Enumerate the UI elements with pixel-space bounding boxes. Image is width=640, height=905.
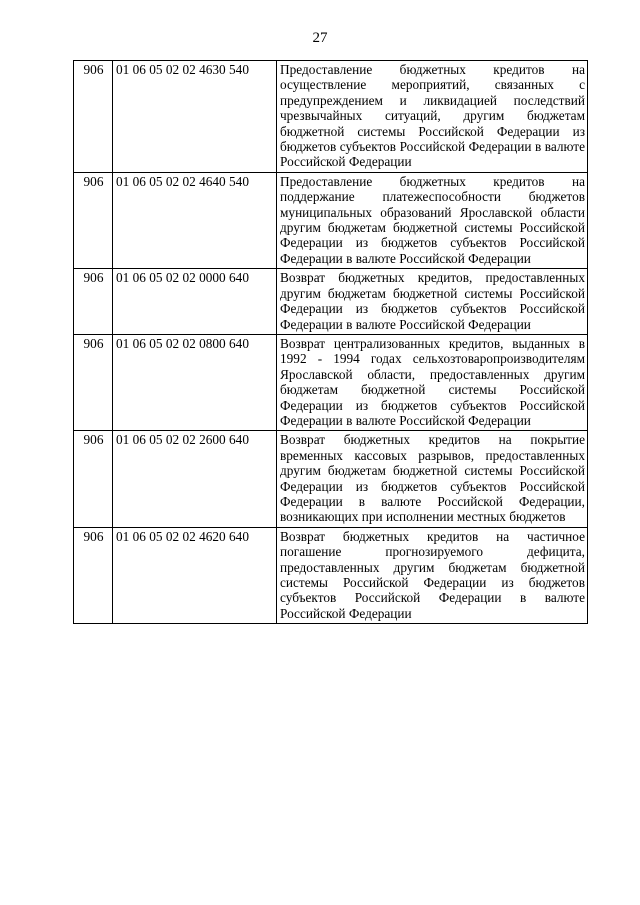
- budget-code-cell: 01 06 05 02 02 4620 640: [113, 527, 277, 623]
- table-row: [74, 431, 588, 527]
- budget-code-cell: 01 06 05 02 02 2600 640: [113, 431, 277, 527]
- description-cell: Возврат бюджетных кредитов, предоставленных другим бюджетам бюджетной системы Российской Федерации из бюджетов субъектов Российской Федерации в валюте Российской Федерации: [277, 269, 588, 335]
- budget-classification-table: [73, 60, 588, 624]
- table-row: [74, 61, 588, 173]
- description-cell: Возврат бюджетных кредитов на покрытие временных кассовых разрывов, предоставленных другим бюджетам бюджетной системы Российской Федерации из бюджетов субъектов Российской Федерации в валюте Российской Федерации, возникающих при исполнении местных бюджетов: [277, 431, 588, 527]
- description-cell: Предоставление бюджетных кредитов на поддержание платежеспособности бюджетов муниципальных образований Ярославской области другим бюджетам бюджетной системы Российской Федерации из бюджетов субъектов Российской Федерации в валюте Российской Федерации: [277, 172, 588, 268]
- table-row: [74, 269, 588, 335]
- admin-code-cell: 906: [74, 172, 113, 268]
- admin-code-cell: 906: [74, 431, 113, 527]
- table-row: [74, 172, 588, 268]
- description-cell: Возврат централизованных кредитов, выданных в 1992 - 1994 годах сельхозтоваропроизводителям Ярославской области, предоставленных другим бюджетам бюджетной системы Российской Федерации из бюджетов субъектов Российской Федерации в валюте Российской Федерации: [277, 334, 588, 430]
- table-row: [74, 527, 588, 623]
- description-cell: Предоставление бюджетных кредитов на осуществление мероприятий, связанных с предупреждением и ликвидацией последствий чрезвычайных ситуаций, другим бюджетам бюджетной системы Российской Федерации из бюджетов субъектов Российской Федерации в валюте Российской Федерации: [277, 61, 588, 173]
- admin-code-cell: 906: [74, 527, 113, 623]
- budget-code-cell: 01 06 05 02 02 0000 640: [113, 269, 277, 335]
- description-cell: Возврат бюджетных кредитов на частичное погашение прогнозируемого дефицита, предоставленных другим бюджетам бюджетной системы Российской Федерации из бюджетов субъектов Российской Федерации в валюте Российской Федерации: [277, 527, 588, 623]
- admin-code-cell: 906: [74, 61, 113, 173]
- budget-code-cell: 01 06 05 02 02 0800 640: [113, 334, 277, 430]
- budget-code-cell: 01 06 05 02 02 4640 540: [113, 172, 277, 268]
- admin-code-cell: 906: [74, 334, 113, 430]
- table-row: [74, 334, 588, 430]
- page-number: 27: [312, 30, 328, 46]
- budget-code-cell: 01 06 05 02 02 4630 540: [113, 61, 277, 173]
- admin-code-cell: 906: [74, 269, 113, 335]
